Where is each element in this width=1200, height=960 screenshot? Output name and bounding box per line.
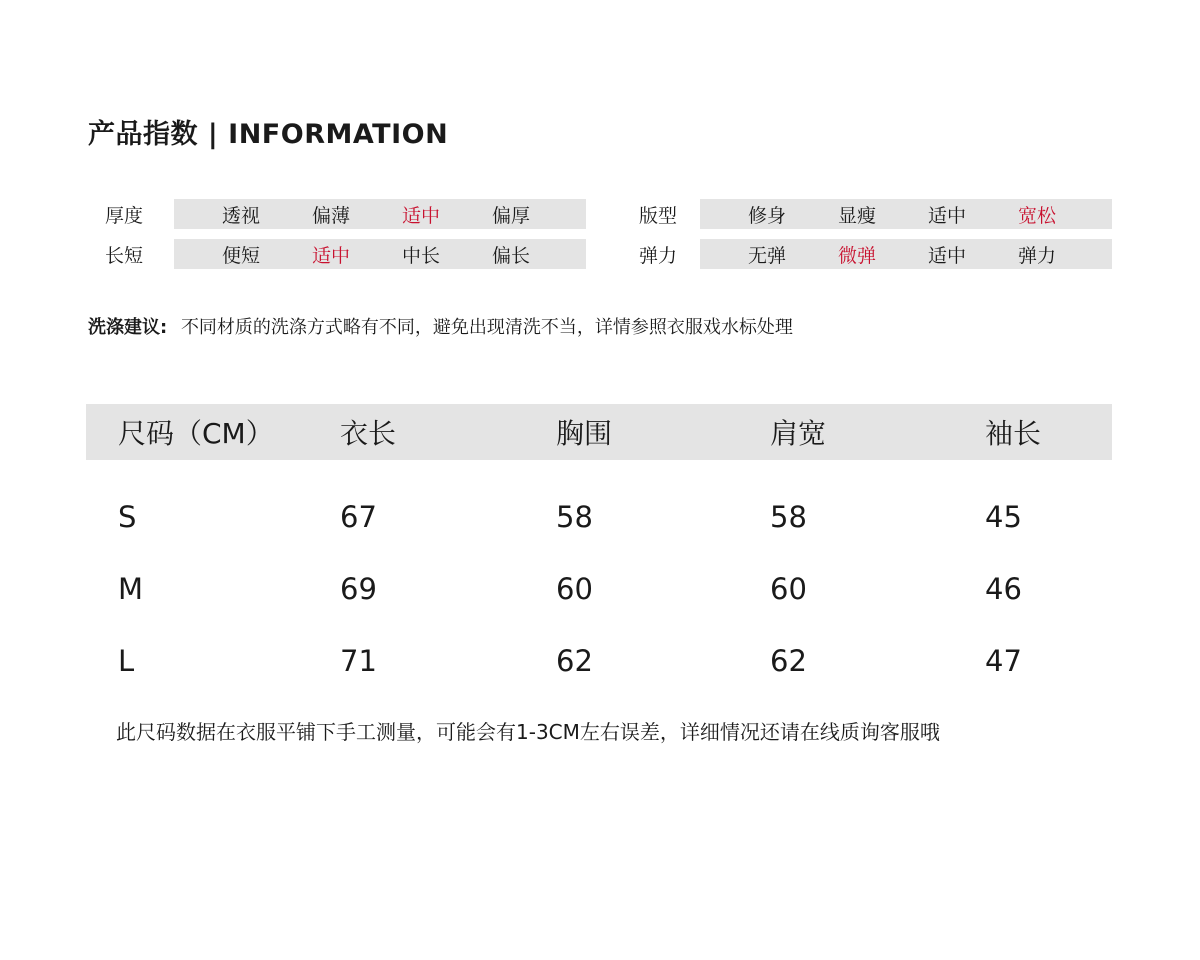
attr-row-fit (622, 199, 1112, 229)
header-length: 衣长 (340, 417, 397, 450)
attr-option: 弹力 (1017, 244, 1056, 267)
table-cell-size: S (118, 500, 137, 534)
attr-option: 适中 (927, 204, 966, 227)
wash-advice (88, 313, 793, 339)
table-cell: 46 (985, 572, 1022, 606)
attr-option: 无弹 (747, 244, 786, 267)
table-cell: 58 (770, 500, 807, 534)
table-cell: 62 (556, 644, 593, 678)
header-shoulder: 肩宽 (770, 417, 827, 450)
attr-row-length (88, 239, 586, 269)
table-cell: 60 (770, 572, 807, 606)
measurement-note: 此尺码数据在衣服平铺下手工测量，可能会有1-3CM左右误差，详细情况还请在线质询客服哦 (116, 720, 940, 744)
attr-row-thickness (88, 199, 586, 229)
attr-options-bar (700, 199, 1112, 229)
table-cell: 67 (340, 500, 377, 534)
size-table-header (86, 404, 1112, 460)
page-title: 产品指数 | INFORMATION (88, 119, 449, 150)
attr-option-selected: 微弹 (837, 244, 876, 267)
attr-options-bar (174, 239, 586, 269)
attr-options-bar (700, 239, 1112, 269)
attr-option: 透视 (221, 204, 260, 227)
attr-option: 便短 (221, 244, 260, 267)
attr-option: 偏厚 (491, 204, 530, 227)
attr-option-selected: 适中 (311, 244, 350, 267)
header-size: 尺码（CM） (118, 417, 274, 450)
attr-label: 长短 (105, 244, 144, 267)
table-cell: 58 (556, 500, 593, 534)
table-cell: 60 (556, 572, 593, 606)
table-cell: 62 (770, 644, 807, 678)
table-cell-size: L (118, 644, 135, 678)
table-cell: 45 (985, 500, 1022, 534)
attr-label: 弹力 (639, 244, 678, 267)
attr-row-elasticity (622, 239, 1112, 269)
attr-option-selected: 宽松 (1017, 204, 1056, 227)
attr-option-selected: 适中 (401, 204, 440, 227)
attr-options-bar (174, 199, 586, 229)
attr-option: 偏薄 (311, 204, 350, 227)
attr-label: 厚度 (105, 204, 144, 227)
table-cell: 69 (340, 572, 377, 606)
table-cell: 47 (985, 644, 1022, 678)
header-chest: 胸围 (556, 417, 613, 450)
wash-advice-label: 洗涤建议: (88, 317, 168, 338)
wash-advice-text: 不同材质的洗涤方式略有不同，避免出现清洗不当，详情参照衣服戏水标处理 (180, 317, 793, 338)
attr-option: 修身 (747, 204, 786, 227)
attr-option: 适中 (927, 244, 966, 267)
table-cell-size: M (118, 572, 144, 606)
attr-option: 偏长 (491, 244, 530, 267)
attr-option: 显瘦 (837, 204, 876, 227)
attr-label: 版型 (639, 204, 678, 227)
table-cell: 71 (340, 644, 377, 678)
header-sleeve: 袖长 (985, 417, 1042, 450)
attr-option: 中长 (401, 244, 440, 267)
